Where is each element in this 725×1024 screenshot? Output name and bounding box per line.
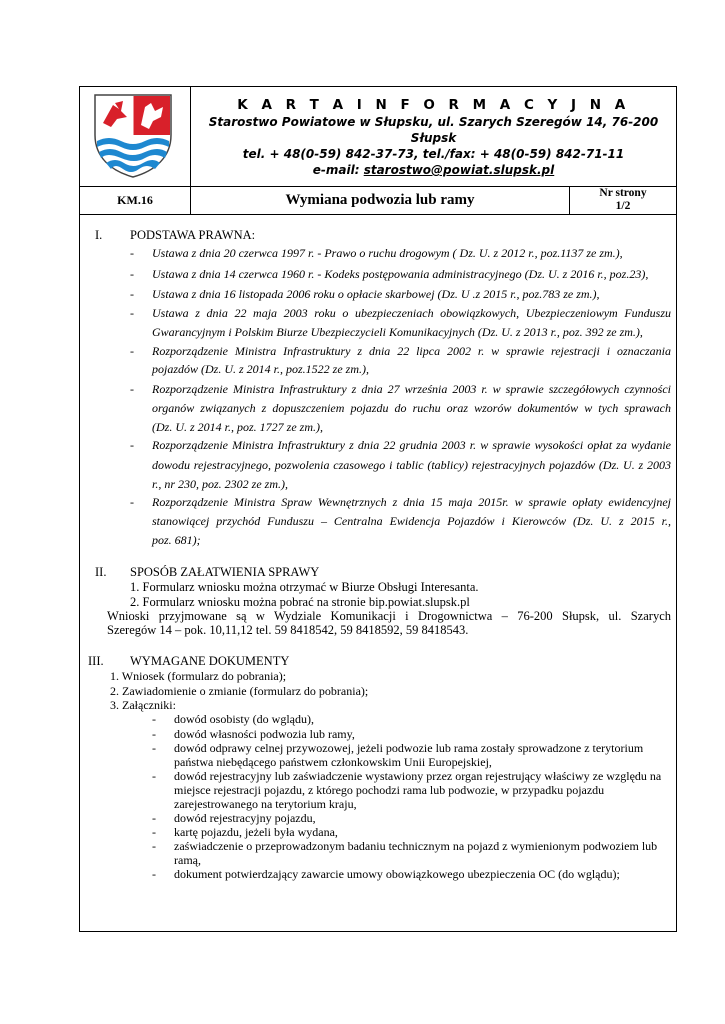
section3-number: III. — [88, 654, 104, 668]
office-address: Starostwo Powiatowe w Słupsku, ul. Szarych Szeregów 14, 76-200 Słupsk — [208, 115, 659, 145]
section2-number: II. — [95, 565, 107, 579]
bullet-dash: - — [130, 287, 134, 301]
office-hours-note: Szeregów 14 – pok. 10,11,12 tel. 59 8418542, 59 8418592, 59 8418543. — [107, 623, 469, 637]
section2-title: SPOSÓB ZAŁATWIENIA SPRAWY — [130, 565, 320, 579]
attachment-item: dowód rejestracyjny pojazdu, — [174, 811, 316, 825]
legal-basis-line: pojazdów (Dz. U. z 2014 r., poz.1522 ze zm.), — [152, 362, 370, 376]
legal-basis-line: (Dz. U. z 2014 r., poz. 1727 ze zm.), — [152, 420, 324, 434]
legal-basis-line: r., nr 230, poz. 2302 ze zm.), — [152, 477, 289, 491]
required-document: 2. Zawiadomienie o zmianie (formularz do pobrania); — [110, 684, 369, 698]
legal-basis-line: Ustawa z dnia 14 czerwca 1960 r. - Kodeks postępowania administracyjnego (Dz. U. z 2016 r., poz.23), — [152, 267, 649, 281]
legal-basis-line: organów związanych z dopuszczeniem pojazdu do ruchu oraz wzorów dokumentów w tych sprawach — [152, 401, 671, 415]
page-value: 1/2 — [615, 200, 631, 212]
email-link[interactable]: starostwo@powiat.slupsk.pl — [363, 163, 555, 177]
header-text — [191, 97, 676, 178]
page-label: Nr strony — [599, 187, 647, 199]
attachment-item: dowód własności podwozia lub ramy, — [174, 727, 355, 741]
legal-basis-line: Ustawa z dnia 22 maja 2003 roku o ubezpieczeniach obowiązkowych, Ubezpieczeniowym Funduszu — [152, 306, 671, 320]
bullet-dash: - — [152, 769, 156, 783]
legal-basis-line: Rozporządzenie Ministra Infrastruktury z dnia 22 lipca 2002 r. w sprawie rejestracji i oznaczania — [152, 344, 671, 358]
legal-basis-line: Gwarancyjnym i Polskim Biurze Ubezpieczycieli Komunikacyjnych (Dz. U. z 2013 r., poz. 392 ze zm.), — [152, 325, 643, 339]
bullet-dash: - — [130, 267, 134, 281]
card-title: K A R T A I N F O R M A C Y J N A — [237, 97, 630, 113]
legal-basis-line: Rozporządzenie Ministra Infrastruktury z dnia 27 września 2003 r. w sprawie szczegółowych czynności — [152, 382, 671, 396]
bullet-dash: - — [152, 741, 156, 755]
section3-title: WYMAGANE DOKUMENTY — [130, 654, 290, 668]
attachment-item: dowód odprawy celnej przywozowej, jeżeli podwozie lub rama zostały sprowadzone z terytorium — [174, 741, 644, 755]
legal-basis-line: stanowiącej przychód Funduszu – Centralna Ewidencja Pojazdów i Kierowców (Dz. U. z 2015 r., — [152, 514, 671, 528]
attachment-item: dowód rejestracyjny lub zaświadczenie wystawiony przez organ rejestrujący właściwy ze względu na — [174, 769, 662, 783]
office-hours-note: Wnioski przyjmowane są w Wydziale Komunikacji i Drogownictwa – 76-200 Słupsk, ul. Szarych — [107, 609, 671, 623]
required-document: 3. Załączniki: — [110, 698, 176, 712]
bullet-dash: - — [130, 306, 134, 320]
attachment-item: kartę pojazdu, jeżeli była wydana, — [174, 825, 338, 839]
attachment-item: ramą, — [174, 853, 201, 867]
card-info-row — [80, 186, 676, 215]
attachment-item: miejsce rejestracji pojazdu, z którego pochodzi rama lub podwozie, w przypadku pojazdu — [174, 783, 605, 797]
header — [80, 87, 676, 187]
bullet-dash: - — [130, 382, 134, 396]
bullet-dash: - — [130, 495, 134, 509]
attachment-item: zaświadczenie o przeprowadzonym badaniu technicznym na pojazd z wymienionym podwoziem lub — [174, 839, 658, 853]
procedure-item: 2. Formularz wniosku można pobrać na stronie bip.powiat.slupsk.pl — [130, 595, 470, 609]
legal-basis-line: Ustawa z dnia 20 czerwca 1997 r. - Prawo o ruchu drogowym ( Dz. U. z 2012 r., poz.1137 ze zm.), — [152, 246, 623, 260]
office-email-line — [191, 162, 676, 178]
legal-basis-line: Rozporządzenie Ministra Spraw Wewnętrznych z dnia 15 maja 2015r. w sprawie opłaty ewidencyjnej — [152, 495, 671, 509]
required-document: 1. Wniosek (formularz do pobrania); — [110, 669, 287, 683]
bullet-dash: - — [152, 727, 156, 741]
legal-basis-line: Rozporządzenie Ministra Infrastruktury z dnia 22 grudnia 2003 r. w sprawie wysokości opłat za wydanie — [152, 438, 671, 452]
legal-basis-line: Ustawa z dnia 16 listopada 2006 roku o opłacie skarbowej (Dz. U .z 2015 r., poz.783 ze zm.), — [152, 287, 600, 301]
legal-basis-line: poz. 681); — [152, 533, 201, 547]
attachment-item: zarejestrowanego na terytorium kraju, — [174, 797, 357, 811]
section1-number: I. — [95, 228, 103, 242]
bullet-dash: - — [130, 438, 134, 452]
bullet-dash: - — [152, 867, 156, 881]
card-code: KM.16 — [80, 186, 191, 214]
page-number-cell — [570, 186, 676, 215]
attachment-item: państwa niebędącego państwem członkowskim Unii Europejskiej, — [174, 755, 492, 769]
legal-basis-line: dowodu rejestracyjnego, pozwolenia czasowego i tablic (tablicy) rejestracyjnych pojazdów (Dz. U. z 2003 — [152, 458, 671, 472]
card-name: Wymiana podwozia lub ramy — [191, 186, 570, 214]
attachment-item: dokument potwierdzający zawarcie umowy obowiązkowego ubezpieczenia OC (do wglądu); — [174, 867, 620, 881]
bullet-dash: - — [152, 811, 156, 825]
bullet-dash: - — [152, 825, 156, 839]
crest-cell — [80, 87, 191, 186]
section1-title: PODSTAWA PRAWNA: — [130, 228, 256, 242]
office-phone: tel. + 48(0-59) 842-37-73, tel./fax: + 48(0-59) 842-71-11 — [242, 147, 625, 161]
bullet-dash: - — [152, 712, 156, 726]
bullet-dash: - — [152, 839, 156, 853]
bullet-dash: - — [130, 344, 134, 358]
coat-of-arms-icon — [89, 91, 177, 179]
procedure-item: 1. Formularz wniosku można otrzymać w Biurze Obsługi Interesanta. — [130, 580, 479, 594]
bullet-dash: - — [130, 246, 134, 260]
email-label: e-mail: — [312, 163, 364, 177]
attachment-item: dowód osobisty (do wglądu), — [174, 712, 314, 726]
